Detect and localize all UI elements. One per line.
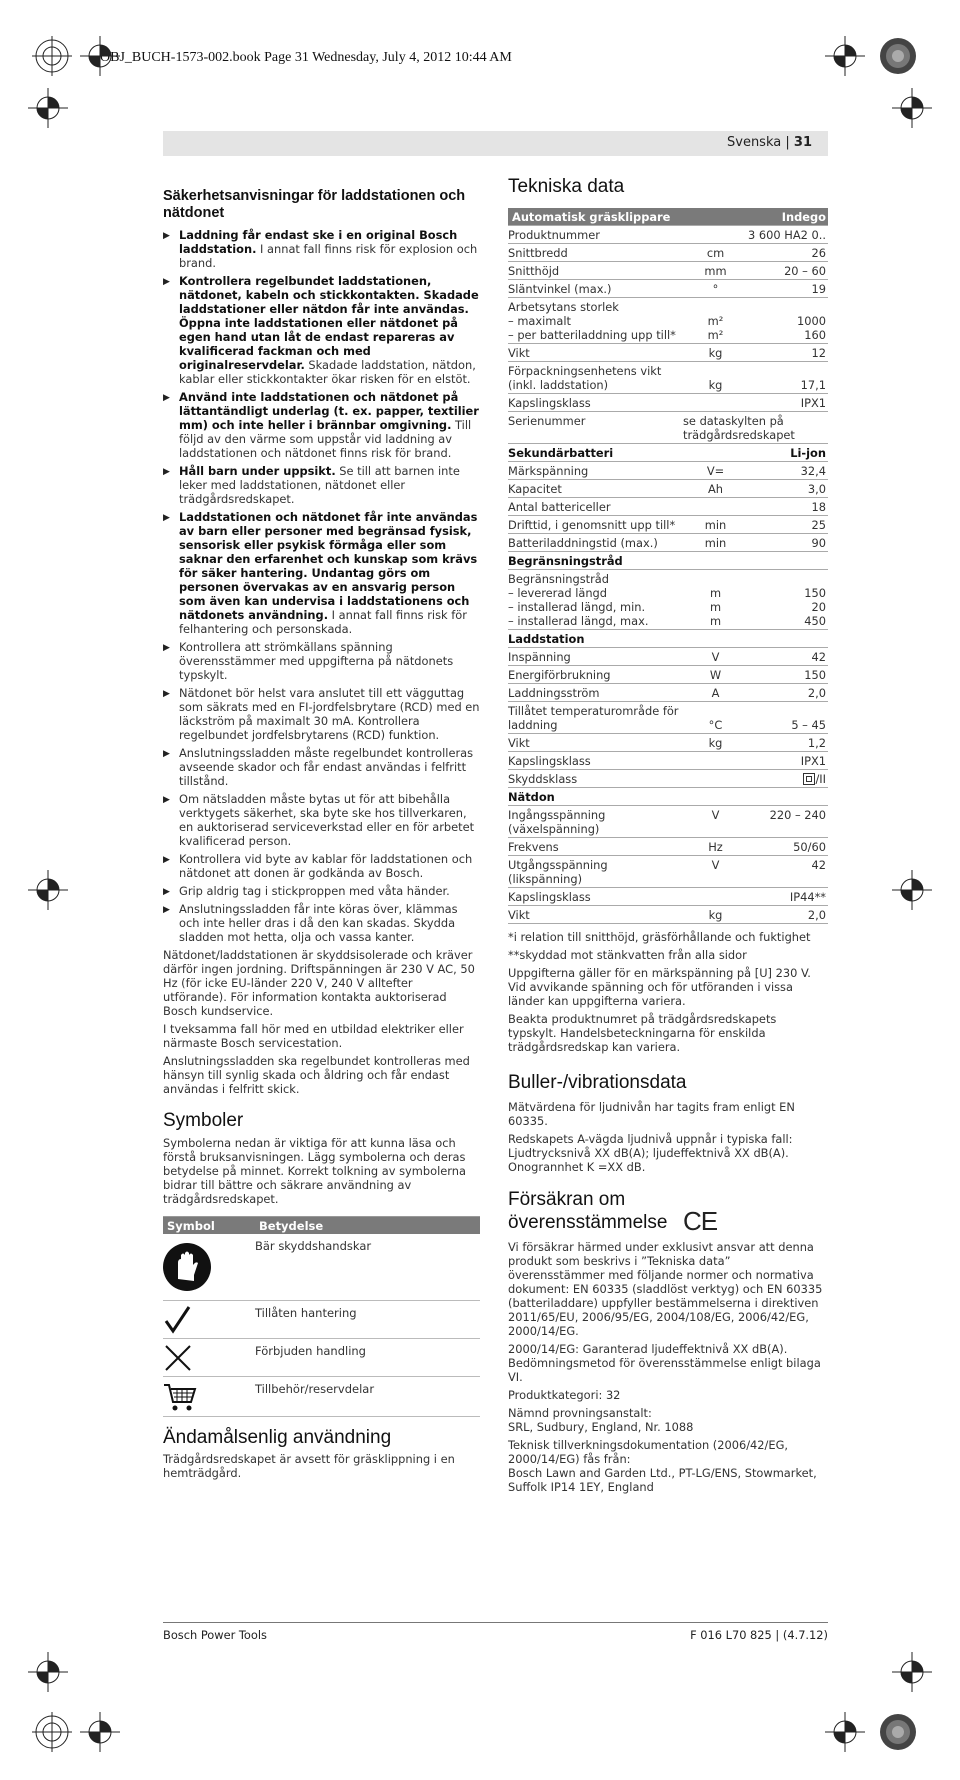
tech-row [508, 906, 828, 924]
tech-label: Tillåtet temperaturområde för laddning [508, 704, 679, 732]
page-header [727, 135, 812, 150]
tech-row [508, 394, 828, 412]
tech-row [508, 244, 828, 262]
registration-mark-icon [32, 1712, 72, 1752]
tech-row [508, 806, 828, 838]
bullet-triangle-icon: ▶ [163, 513, 170, 523]
tech-value: IPX1 [800, 396, 826, 410]
tech-value [748, 790, 828, 804]
symbol-table-header [163, 1216, 480, 1234]
tech-row [508, 298, 828, 344]
tech-unit [683, 500, 748, 514]
tech-value: 42 [811, 650, 826, 664]
tech-label: Förpackningsenhetens vikt (inkl. laddstation) [508, 364, 662, 392]
noise-paragraph: Mätvärdena för ljudnivån har tagits fram enligt EN 60335. [508, 1100, 795, 1128]
tech-unit: V [711, 808, 720, 822]
tech-row [508, 516, 828, 534]
tech-value: 5 – 45 [791, 718, 826, 732]
tech-unit: m² m² [707, 314, 724, 342]
tech-label: Kapslingsklass [508, 396, 591, 410]
symbol-meaning: Bär skyddshandskar [255, 1239, 372, 1253]
bullet-triangle-icon: ▶ [163, 393, 170, 403]
tech-label: Produktnummer [508, 228, 600, 242]
crosshair-icon [825, 1712, 865, 1752]
tech-row [508, 888, 828, 906]
tech-unit: ° [712, 282, 719, 296]
tech-value: 150 20 450 [804, 586, 826, 628]
tech-value [748, 632, 828, 646]
tech-value: 12 [811, 346, 826, 360]
tech-value: 26 [811, 246, 826, 260]
tech-unit [683, 632, 748, 646]
safety-bullet [163, 852, 480, 880]
tech-unit [683, 554, 748, 568]
tech-row [508, 412, 828, 444]
tech-value: IPX1 [800, 754, 826, 768]
tech-value: 18 [811, 500, 826, 514]
tech-label: Kapslingsklass [508, 890, 591, 904]
tech-row [508, 630, 828, 648]
bullet-text: Grip aldrig tag i stickproppen med våta händer. [179, 884, 450, 898]
tech-value: Li-jon [790, 446, 826, 460]
tech-value: 25 [811, 518, 826, 532]
symbol-table [163, 1216, 480, 1417]
tech-value [748, 554, 828, 568]
safety-bullet [163, 792, 480, 848]
bullet-triangle-icon: ▶ [163, 887, 170, 897]
safety-bullet [163, 902, 480, 944]
bullet-triangle-icon: ▶ [163, 467, 170, 477]
safety-bullet [163, 274, 480, 386]
footer-docnumber: F 016 L70 825 | (4.7.12) [690, 1628, 828, 1642]
tech-unit [683, 754, 748, 768]
crosshair-icon [892, 1652, 932, 1692]
tech-label: Serienummer [508, 414, 586, 428]
tech-row [508, 788, 828, 806]
symbol-row [163, 1234, 480, 1301]
noise-title: Buller-/vibrationsdata [508, 1072, 687, 1093]
tech-row [508, 262, 828, 280]
tech-unit [683, 790, 748, 804]
tech-note: **skyddad mot stänkvatten från alla sidor [508, 948, 747, 962]
tech-unit: min [704, 536, 727, 550]
tech-value: 42 [811, 858, 826, 872]
safety-title: Säkerhetsanvisningar för laddstationen och nätdonet [163, 188, 466, 221]
tech-row [508, 648, 828, 666]
tech-row [508, 666, 828, 684]
tech-row [508, 362, 828, 394]
tech-unit: kg [708, 736, 723, 750]
conformity-paragraph: Teknisk tillverkningsdokumentation (2006/42/EG, 2000/14/EG) fås från: Bosch Lawn and Garden Ltd., PT-LG/ENS, Stowmarket, Suffolk IP14 1EY, England [508, 1438, 817, 1494]
conformity-paragraph: Nämnd provningsanstalt: SRL, Sudbury, England, Nr. 1088 [508, 1406, 694, 1434]
right-column [508, 176, 828, 1498]
gloves-icon [163, 1241, 211, 1293]
crosshair-icon [28, 88, 68, 128]
tech-value: 1000 160 [797, 314, 826, 342]
bullet-bold-text: Kontrollera regelbundet laddstationen, nätdonet, kabeln och stickkontakten. Skadade laddstationer eller nätdon får inte användas. Öppna inte laddstationen eller nätdonet på egen hand utan låt de endast repareras av kvalificerad fackman och med originalreservdelar. [179, 274, 479, 372]
tech-note: Beakta produktnumret på trädgårdsredskapets typskylt. Handelsbeteckningarna för enskilda trädgårdsredskap kan variera. [508, 1012, 777, 1054]
tech-row [508, 480, 828, 498]
tech-notes [508, 930, 828, 1054]
tech-label: Begränsningstråd [508, 554, 623, 568]
safety-bullet [163, 884, 480, 898]
shopping-cart-icon [163, 1382, 197, 1412]
tech-row [508, 462, 828, 480]
bullet-text: Nätdonet bör helst vara anslutet till ett vägguttag som säkrats med en FI-jordfelsbrytare (RCD) med en läckström på maximalt 30 mA. Kontrollera regelbundet jordfelsbrytarens (RCD) funktion. [179, 686, 480, 742]
tech-row [508, 752, 828, 770]
tech-row [508, 570, 828, 630]
tech-value: IP44** [789, 890, 826, 904]
tech-note: *i relation till snitthöjd, gräsförhållande och fuktighet [508, 930, 811, 944]
tech-label: Laddningsström [508, 686, 600, 700]
col-meaning: Betydelse [255, 1217, 480, 1234]
tech-value: 1,2 [807, 736, 826, 750]
tech-label: Kapslingsklass [508, 754, 591, 768]
bullet-bold-text: Använd inte laddstationen och nätdonet på lättantändligt underlag (t. ex. papper, textilier mm) och inte heller i brännbar omgivning. [179, 390, 479, 432]
tech-label: Drifttid, i genomsnitt upp till* [508, 518, 676, 532]
conformity-paragraph: Vi försäkrar härmed under exklusivt ansvar att denna produkt som beskrivs i ”Tekniska data” överensstämmer med följande normer och normativa dokument: EN 60335 (sladdlöst verktyg) och EN 60335 (batteriladdare) uppfyller bestämmelserna i direktiven 2011/65/EU, 2006/95/EG, 2004/108/EG, 2006/42/EG, 2000/14/EG. [508, 1240, 823, 1338]
tech-unit: kg [708, 378, 723, 392]
tech-label: Antal battericeller [508, 500, 611, 514]
tech-label: Kapacitet [508, 482, 562, 496]
bullet-triangle-icon: ▶ [163, 905, 170, 915]
noise-paragraphs [508, 1100, 828, 1174]
tech-label: Vikt [508, 908, 530, 922]
tech-unit: Hz [708, 840, 723, 854]
paragraph: Nätdonet/laddstationen är skyddsisolerade och kräver därför ingen jordning. Driftspänningen är 230 V AC, 50 Hz (för icke EU-länder 220 V, 240 V alltefter utförande). För information kontakta auktoriserad Bosch kundservice. [163, 948, 475, 1018]
safety-bullet [163, 390, 480, 460]
tech-unit: kg [708, 346, 723, 360]
symbol-meaning: Tillåten hantering [255, 1306, 357, 1320]
bullet-text: Anslutningssladden får inte köras över, klämmas och inte heller dras i då den kan skadas. Skydda sladden mot hetta, olja och vassa kanter. [179, 902, 458, 944]
tech-row [508, 226, 828, 244]
tech-unit: V [711, 858, 720, 872]
tech-value: 3 600 HA2 0.. [748, 228, 826, 242]
tech-label: Sekundärbatteri [508, 446, 614, 460]
bullet-text: Kontrollera vid byte av kablar för laddstationen och nätdonet att donen är godkända av Bosch. [179, 852, 473, 880]
tech-value: 90 [811, 536, 826, 550]
tech-value: 17,1 [800, 378, 826, 392]
symbol-row [163, 1301, 480, 1339]
tech-unit [683, 228, 748, 242]
tech-label: Inspänning [508, 650, 571, 664]
noise-paragraph: Redskapets A-vägda ljudnivå uppnår i typiska fall: Ljudtrycksnivå XX dB(A); ljudeffektnivå XX dB(A). Onogrannhet K =XX dB. [508, 1132, 793, 1174]
bullet-bold-text: Håll barn under uppsikt. [179, 464, 336, 478]
tech-unit: Ah [707, 482, 723, 496]
safety-paragraphs [163, 948, 480, 1096]
bullet-triangle-icon: ▶ [163, 689, 170, 699]
tech-row [508, 552, 828, 570]
tech-label: Nätdon [508, 790, 555, 804]
bullet-text: I annat fall finns risk för explosion och brand. [179, 242, 478, 270]
conformity-paragraph: 2000/14/EG: Garanterad ljudeffektnivå XX dB(A). Bedömningsmetod för överensstämmelse enligt bilaga VI. [508, 1342, 821, 1384]
conformity-paragraphs [508, 1240, 828, 1494]
bullet-triangle-icon: ▶ [163, 795, 170, 805]
tech-label: Snitthöjd [508, 264, 560, 278]
tech-label: Frekvens [508, 840, 559, 854]
paragraph: I tveksamma fall hör med en utbildad elektriker eller närmaste Bosch servicestation. [163, 1022, 464, 1050]
bullet-text: Skadade laddstation, nätdon, kablar eller stickkontakter ökar risken för en elstöt. [179, 358, 476, 386]
tech-row [508, 856, 828, 888]
conformity-heading [508, 1188, 828, 1234]
conformity-paragraph: Produktkategori: 32 [508, 1388, 621, 1402]
intended-use-text: Trädgårdsredskapet är avsett för gräsklippning i en hemträdgård. [163, 1452, 455, 1480]
tech-value: 2,0 [807, 908, 826, 922]
tech-row [508, 684, 828, 702]
tech-label: Vikt [508, 736, 530, 750]
crosshair-icon [892, 870, 932, 910]
class-ii-icon [803, 773, 815, 785]
tech-row [508, 534, 828, 552]
tech-note: Uppgifterna gäller för en märkspänning på [U] 230 V. Vid avvikande spänning och för utföranden i vissa länder kan uppgifterna variera. [508, 966, 811, 1008]
tech-unit: kg [708, 908, 723, 922]
left-column [163, 188, 480, 1484]
tech-label: Begränsningstråd – levererad längd – installerad längd, min. – installerad längd, max. [508, 572, 649, 628]
tech-label: Snittbredd [508, 246, 568, 260]
bullet-triangle-icon: ▶ [163, 643, 170, 653]
bullet-text: Om nätsladden måste bytas ut för att bibehålla verktygets säkerhet, ska byte ske hos tillverkaren, en auktoriserad serviceverkstad eller en för arbetet kvalificerad person. [179, 792, 475, 848]
bullet-text: Kontrollera att strömkällans spänning överensstämmer med uppgifterna på nätdonets typskylt. [179, 640, 454, 682]
bullet-triangle-icon: ▶ [163, 749, 170, 759]
crosshair-icon [28, 1652, 68, 1692]
bullet-text: I annat fall finns risk för felhantering och personskada. [179, 608, 467, 636]
tech-unit: °C [708, 718, 723, 732]
bullet-triangle-icon: ▶ [163, 855, 170, 865]
tech-label: Utgångsspänning (likspänning) [508, 858, 608, 886]
tech-unit: A [711, 686, 720, 700]
tech-value: 2,0 [807, 686, 826, 700]
safety-bullet [163, 640, 480, 682]
cross-icon [163, 1343, 193, 1373]
bullet-triangle-icon: ▶ [163, 231, 170, 241]
tech-unit: V [711, 650, 720, 664]
tech-label: Energiförbrukning [508, 668, 611, 682]
symbols-intro: Symbolerna nedan är viktiga för att kunna läsa och förstå bruksanvisningen. Lägg symbolerna och deras betydelse på minnet. Korrekt tolkning av symbolerna bidrar till bättre och säkrare användning av trädgårdsredskapet. [163, 1136, 466, 1206]
tech-row [508, 734, 828, 752]
bullet-bold-text: Laddning får endast ske i en original Bosch laddstation. [179, 228, 458, 256]
symbol-meaning: Tillbehör/reservdelar [255, 1382, 375, 1396]
symbol-row [163, 1339, 480, 1377]
footer-brand: Bosch Power Tools [163, 1628, 267, 1642]
crosshair-icon [892, 88, 932, 128]
symbol-row [163, 1377, 480, 1417]
registration-mark-icon [32, 36, 72, 76]
tech-unit: m m m [709, 586, 722, 628]
symbols-title: Symboler [163, 1110, 244, 1131]
conformity-title: Försäkran om överensstämmelse [508, 1189, 668, 1233]
tech-unit: mm [704, 264, 727, 278]
crosshair-icon [28, 870, 68, 910]
tech-data-title: Tekniska data [508, 176, 625, 197]
tech-value: 220 – 240 [769, 808, 826, 822]
crosshair-icon [80, 36, 120, 76]
tech-unit [683, 772, 748, 786]
tech-label: Märkspänning [508, 464, 589, 478]
print-line: OBJ_BUCH-1573-002.book Page 31 Wednesday, July 4, 2012 10:44 AM [100, 50, 512, 65]
crosshair-icon [825, 36, 865, 76]
bullet-text: Se till att barnen inte leker med laddstationen, nätdonet eller trädgårdsredskapet. [179, 464, 460, 506]
tech-unit: W [709, 668, 722, 682]
bullet-bold-text: Laddstationen och nätdonet får inte användas av barn eller personer med begränsad fysisk, sensorisk eller psykisk förmåga eller som saknar den erfarenhet och kunskap som krävs för säker hantering. Undantag görs om personen övervakas av en ansvarig person som även kan undervisa i laddstationens och nätdonets användning. [179, 510, 478, 622]
tech-label: Vikt [508, 346, 530, 360]
header-language: Svenska [727, 135, 782, 150]
tech-table-header [508, 208, 828, 226]
tech-value-cell [748, 772, 828, 786]
footer-rule [163, 1622, 828, 1623]
tech-row [508, 702, 828, 734]
bullet-text: Till följd av den värme som uppstår vid laddning av laddstationen och nätdonet finns risk för brand. [179, 418, 472, 460]
tech-head-value: Indego [781, 210, 826, 224]
star-target-icon [878, 1712, 918, 1752]
safety-bullet [163, 228, 480, 270]
tech-label: Laddstation [508, 632, 585, 646]
tech-value: se dataskylten på trädgårdsredskapet [683, 414, 795, 442]
tech-unit [683, 446, 748, 460]
page-number: 31 [793, 135, 812, 150]
tech-value: 3,0 [807, 482, 826, 496]
col-symbol: Symbol [163, 1217, 255, 1234]
safety-bullet [163, 510, 480, 636]
tech-value: 50/60 [793, 840, 826, 854]
tech-unit: V= [706, 464, 725, 478]
safety-bullet-list [163, 228, 480, 944]
tech-label: Släntvinkel (max.) [508, 282, 612, 296]
safety-bullet [163, 746, 480, 788]
tech-row [508, 838, 828, 856]
tech-value: 20 – 60 [784, 264, 826, 278]
star-target-icon [878, 36, 918, 76]
tech-row [508, 770, 828, 788]
tech-row [508, 344, 828, 362]
ce-mark-icon: CE [683, 1206, 718, 1236]
tech-unit: min [704, 518, 727, 532]
tech-value: 32,4 [800, 464, 826, 478]
paragraph: Anslutningssladden ska regelbundet kontrolleras med hänsyn till synlig skada och åldring och får endast användas i felfritt skick. [163, 1054, 470, 1096]
header-separator: | [785, 135, 790, 150]
crosshair-icon [80, 1712, 120, 1752]
tech-row [508, 444, 828, 462]
symbol-meaning: Förbjuden handling [255, 1344, 366, 1358]
tech-label: Ingångsspänning (växelspänning) [508, 808, 606, 836]
tech-value: 19 [811, 282, 826, 296]
intended-use-title: Ändamålsenlig användning [163, 1427, 392, 1448]
safety-bullet [163, 464, 480, 506]
tech-label: Batteriladdningstid (max.) [508, 536, 658, 550]
safety-bullet [163, 686, 480, 742]
tech-value: /II [815, 772, 826, 786]
bullet-text: Anslutningssladden måste regelbundet kontrolleras avseende skador och får endast användas i felfritt tillstånd. [179, 746, 474, 788]
tech-label: Skyddsklass [508, 772, 578, 786]
tech-row [508, 280, 828, 298]
tech-data-table [508, 208, 828, 924]
tech-row [508, 498, 828, 516]
tech-unit [683, 890, 748, 904]
tech-unit: cm [706, 246, 725, 260]
tech-label: Arbetsytans storlek – maximalt – per batteriladdning upp till* [508, 300, 676, 342]
tech-head-label: Automatisk gräsklippare [512, 210, 671, 224]
check-icon [163, 1305, 193, 1335]
tech-unit [683, 396, 748, 410]
tech-value: 150 [804, 668, 826, 682]
bullet-triangle-icon: ▶ [163, 277, 170, 287]
